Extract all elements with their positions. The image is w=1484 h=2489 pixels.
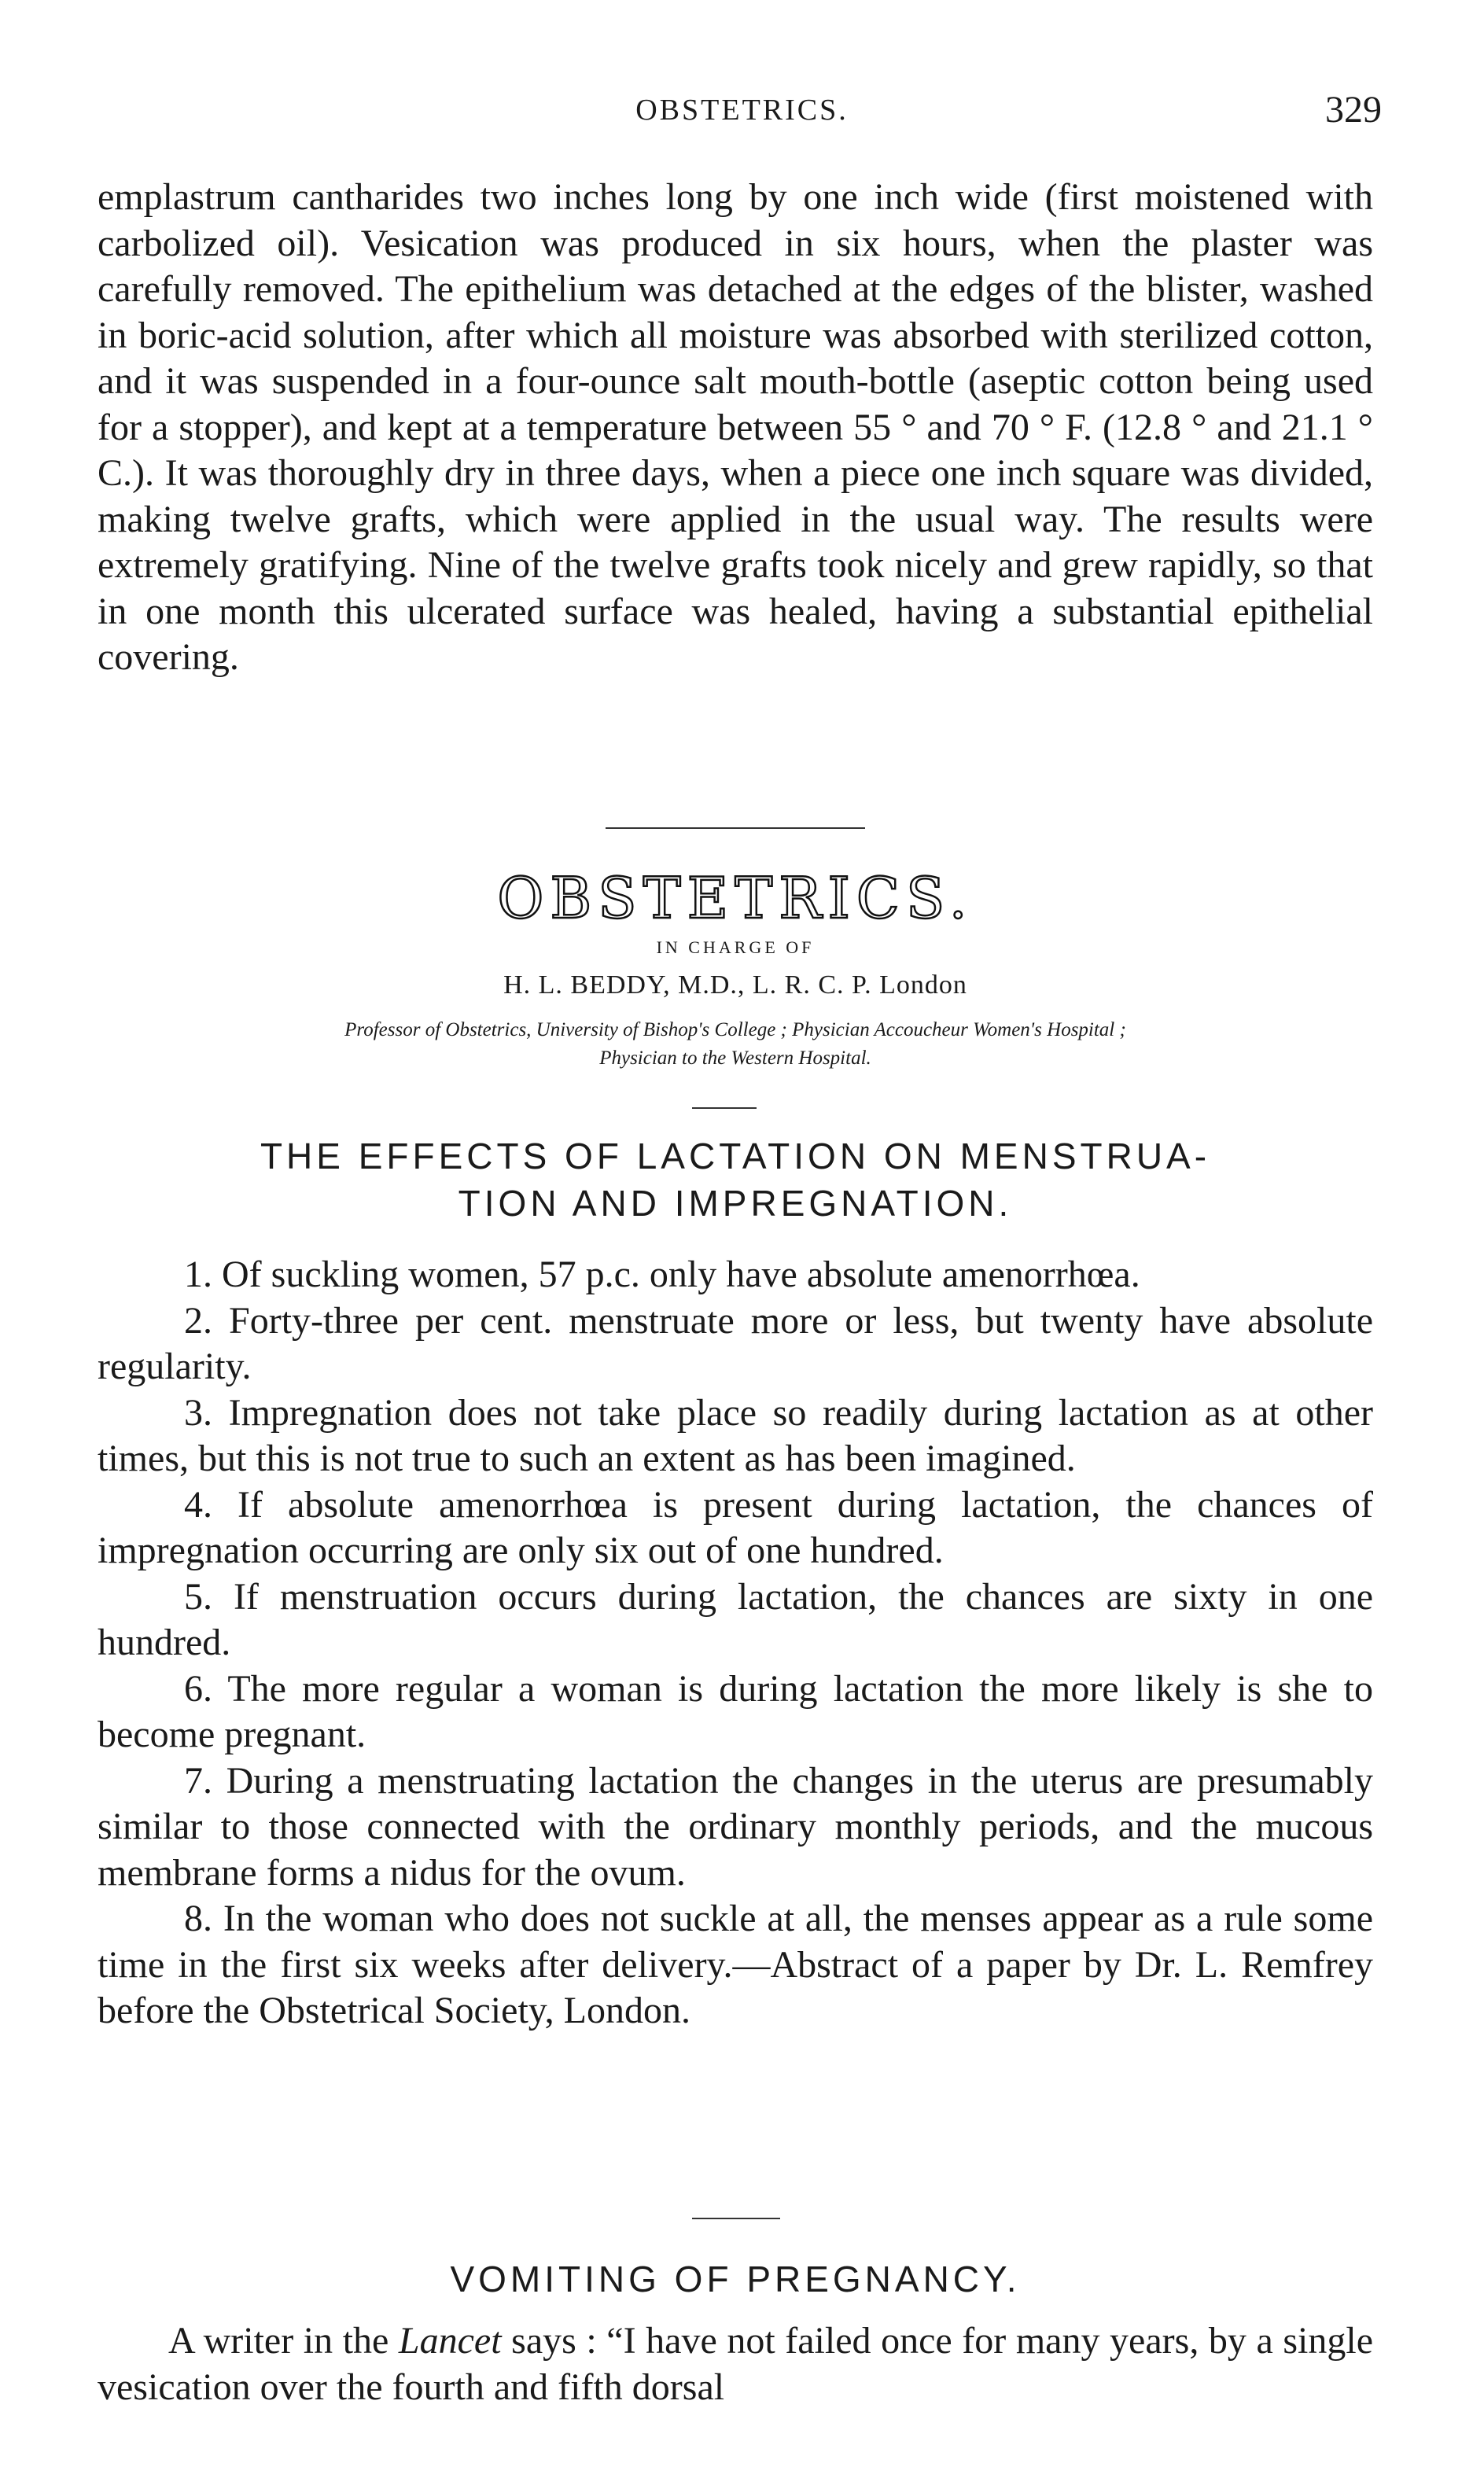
journal-name: Lancet [398,2320,502,2362]
short-rule-2 [692,2218,780,2219]
article-title-line-1: THE EFFECTS OF LACTATION ON MENSTRUA- [260,1136,1211,1176]
list-item: 3. Impregnation does not take place so readily during lactation as at other times, but this is not true to such an extent as has been imagined. [98,1391,1373,1479]
list-item: 5. If menstruation occurs during lactation, the chances are sixty in one hundred. [98,1575,1373,1663]
article-title-line-2: TION AND IMPREGNATION. [458,1183,1013,1224]
vomiting-paragraph-block [98,2318,1373,2410]
list-item: 4. If absolute amenorrhœa is present during lactation, the chances of impregnation occurring are only six out of one hundred. [98,1483,1373,1571]
affiliation-line-1: Professor of Obstetrics, University of Bishop's College ; Physician Accoucheur Women's Hospital ; [344,1019,1126,1040]
list-item: 8. In the woman who does not suckle at all, the menses appear as a rule some time in the first six weeks after delivery.—Abstract of a paper by Dr. L. Remfrey before the Obstetrical Society, London. [98,1898,1373,2031]
paragraph-text-end: says : “I have not failed once for many years, by a single vesication over the fourth and fifth dorsal [98,2320,1374,2408]
numbered-list [98,1252,1373,2034]
continued-paragraph: emplastrum cantharides two inches long by one inch wide (first moistened with carbolized oil). Vesication was produced in six hours, when the plaster was carefully removed. The epithelium was detached at the edges of the blister, washed in boric-acid solution, after which all moisture was absorbed with sterilized cotton, and it was suspended in a four-ounce salt mouth-bottle (aseptic cotton being used for a stopper), and kept at a temperature between 55 ° and 70 ° F. (12.8 ° and 21.1 ° C.). It was thoroughly dry in three days, when a piece one inch square was divided, making twelve grafts, which were applied in the usual way. The results were extremely gratifying. Nine of the twelve grafts took nicely and grew rapidly, so that in one month this ulcerated surface was healed, having a substantial epithelial covering. [98,176,1373,678]
divider-rule [606,827,865,829]
paragraph-text-start: A writer in the [168,2320,399,2362]
short-rule [692,1107,757,1109]
section-affiliation [98,1016,1373,1073]
section-editor: H. L. BEDDY, M.D., L. R. C. P. London [503,970,967,1000]
article-title-vomiting: VOMITING OF PREGNANCY. [450,2259,1021,2299]
continued-paragraph-block [98,175,1373,681]
list-item: 2. Forty-three per cent. menstruate more or less, but twenty have absolute regularity. [98,1299,1373,1387]
page-number: 329 [1325,89,1382,131]
list-item: 7. During a menstruating lactation the changes in the uterus are presumably similar to those connected with the ordinary monthly periods, and the mucous membrane forms a nidus for the ovum. [98,1759,1373,1894]
list-item: 1. Of suckling women, 57 p.c. only have absolute amenorrhœa. [184,1254,1140,1295]
article-title-lactation [98,1132,1373,1227]
running-head: OBSTETRICS. [635,94,849,127]
section-title: OBSTETRICS. [497,865,974,931]
page-header [94,88,1390,135]
list-item: 6. The more regular a woman is during lactation the more likely is she to become pregnant. [98,1667,1373,1755]
vomiting-paragraph [98,2318,1373,2410]
affiliation-line-2: Physician to the Western Hospital. [599,1048,871,1069]
section-charge-line: IN CHARGE OF [656,937,815,957]
